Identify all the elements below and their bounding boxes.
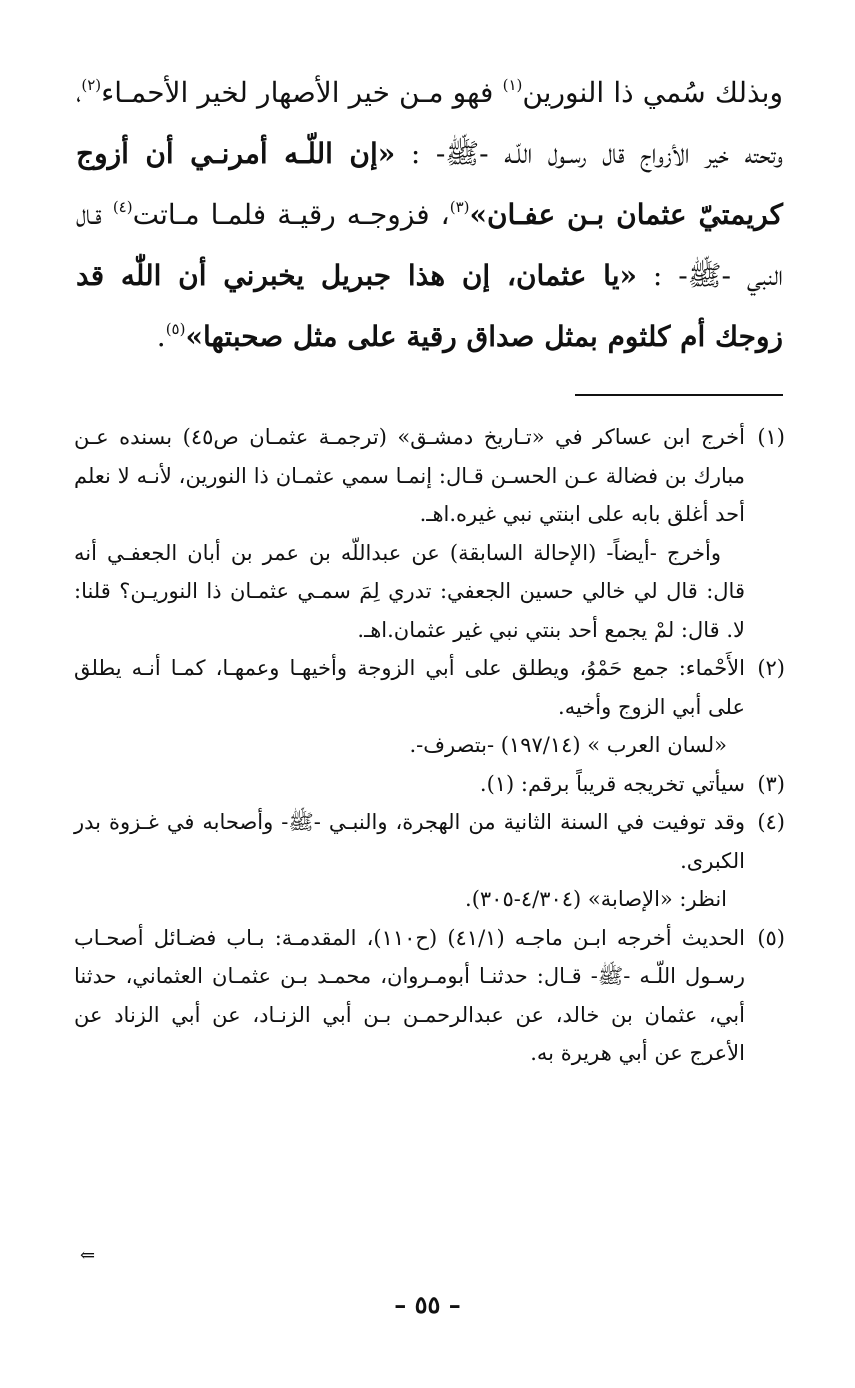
page-number: – ٥٥ – (394, 1290, 461, 1319)
footnote-number: (٥) (757, 925, 785, 950)
footnote-text: الأَحْماء: جمع حَمْوُ، ويطلق على أبي الزوجة وأخيهـا وعمهـا، كمـا أنـه يطلق على أبي الزوج وأخيه. (74, 656, 745, 719)
footnote-number: (٢) (757, 656, 785, 680)
footnotes (74, 418, 785, 1073)
footnote-ref: (٣) (449, 198, 470, 216)
footnote-text: وأخرج -أيضاً- (الإحالة السابقة) عن عبداللّه بن عمر بن أبان الجعفـي أنه قال: قال لي خالي حسين الجعفي: تدري لِمَ سمـي عثمـان ذا النوريـن؟ قلنا: لا. قال: لمْ يجمع أحد بنتي نبي غير عثمان.اهـ. (74, 540, 745, 642)
footnote-number: (١) (757, 425, 785, 449)
main-text-part: ، فزوجـه رقيـة فلمـا مـاتت (132, 198, 450, 231)
footnote-number: (٣) (757, 771, 785, 796)
main-text-part: قـال النبي -ﷺ- : (76, 198, 783, 292)
footnote-2 (74, 649, 785, 765)
footnote-ref: (٥) (165, 320, 186, 338)
footnote-ref: (١) (502, 76, 523, 94)
main-text-part: ، وتحته خير الأزواج قال رسـول اللّـه -ﷺ- : (76, 76, 783, 170)
continue-arrow-icon: ⇐ (80, 1245, 96, 1266)
footnote-ref: (٢) (81, 76, 102, 94)
hadith-quote: «يا عثمان، إن هذا جبريل يخبرني أن اللّٰه قد زوجك أم كلثوم بمثل صداق رقية على مثل صحبتها» (76, 259, 783, 353)
main-text-part: وبذلك سُمي ذا النورين (522, 76, 783, 109)
footnote-text: الحديث أخرجه ابـن ماجـه (٤١/١) (ح١١٠)، المقدمـة: بـاب فضـائل أصحـاب رسـول اللّـه -ﷺ- قـال: حدثنـا أبومـروان، محمـد بـن عثمـان العثماني، حدثنا أبي، عثمان بن خالد، عن عبدالرحمـن بـن أبي الزنـاد، عن أبي الزناد عن الأعرج عن أبي هريرة به. (74, 925, 745, 1065)
hadith-quote: «إن اللّـه أمرنـي أن أزوج كريمتيّ عثمان بـن عفـان» (76, 137, 784, 231)
main-text-part: فهو مـن خير الأصهار لخير الأحمـاء (101, 76, 503, 109)
footnote-source: «لسان العرب » (١٩٧/١٤) -بتصرف-. (409, 733, 727, 757)
main-text-part: . (156, 320, 166, 353)
footnote-number: (٤) (757, 810, 785, 834)
footnote-text: وقد توفيت في السنة الثانية من الهجرة، والنبـي -ﷺ- وأصحابه في غـزوة بدر الكبرى. (74, 810, 745, 873)
footnote-separator (575, 394, 783, 396)
footnote-source: انظر: «الإصابة» (٤/٣٠٤-٣٠٥). (465, 887, 727, 911)
footnote-text: أخرج ابن عساكر في «تـاريخ دمشـق» (ترجمـة عثمـان ص٤٥) بسنده عـن مبارك بن فضالة عـن الحسـن قـال: إنمـا سمي عثمـان ذا النورين، لأنـه لا نعلم أحد أغلق بابه على ابنتي نبي غيره.اهـ. (74, 425, 745, 526)
footnote-ref: (٤) (112, 198, 133, 216)
footnote-4 (74, 803, 785, 919)
main-text (76, 62, 783, 367)
footnote-3 (74, 765, 785, 804)
footnote-text: سيأتي تخريجه قريباً برقم: (١). (479, 771, 745, 796)
footnote-1 (74, 418, 785, 649)
footnote-5 (74, 919, 785, 1073)
